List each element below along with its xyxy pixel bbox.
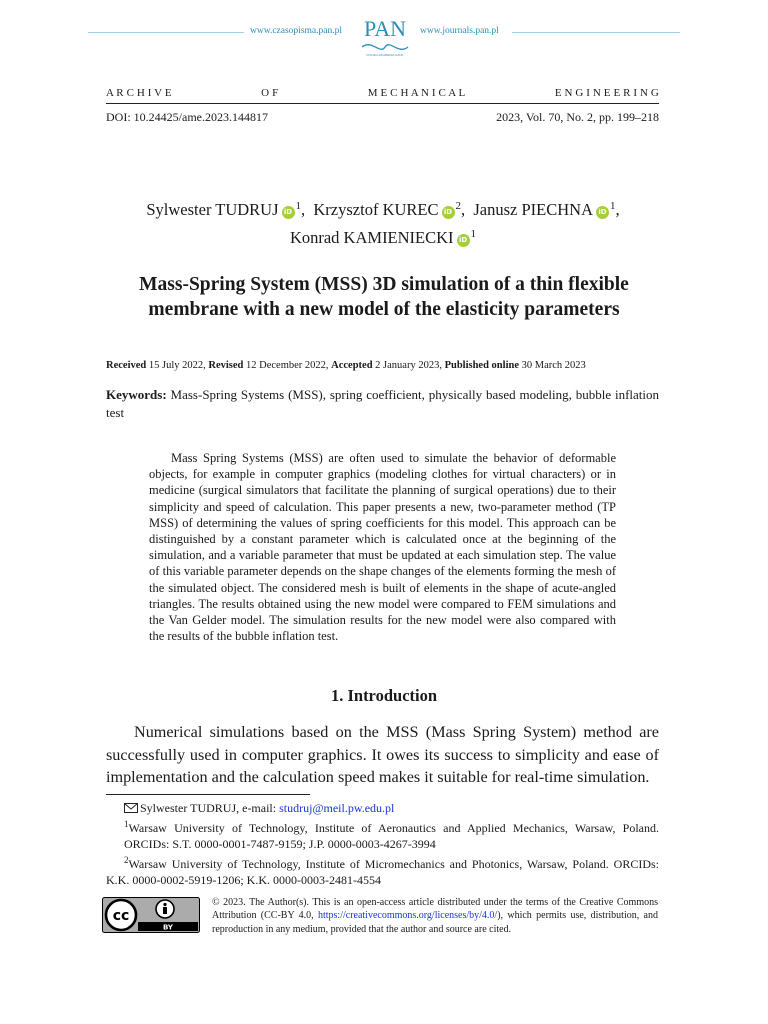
journal-word: M E C H A N I C A L	[367, 87, 466, 99]
section-paragraph: Numerical simulations based on the MSS (Mass Spring System) method are successfully used in computer graphics. It owes its success to simplicity and ease of implementation and the calculation speed makes it suitable for real-time simulation.	[106, 723, 659, 786]
pan-logo-subtext: POLSKA AKADEMIA NAUK	[366, 53, 404, 57]
by-badge-text: BY	[162, 923, 174, 932]
orcid-icon[interactable]: iD	[596, 206, 609, 219]
issue-info: 2023, Vol. 70, No. 2, pp. 199–218	[496, 110, 659, 124]
author: Sylwester TUDRUJ iD $^1$,	[146, 200, 306, 219]
affiliation-mark: 1	[610, 200, 616, 212]
journal-word: O F	[261, 87, 279, 99]
affiliation-2: $^2$Warsaw University of Technology, Institute of Micromechanics and Photonics, Warsaw, Poland. ORCIDs: K.K. 0000-0002-5919-1206; K.K. 0000-0003-2481-4554	[106, 855, 659, 887]
cc-by-license-icon[interactable]	[102, 897, 200, 933]
orcid-icon[interactable]: iD	[442, 206, 455, 219]
pan-logo-text: PAN	[364, 16, 406, 41]
journals-link[interactable]: www.journals.pan.pl	[420, 26, 499, 36]
doi[interactable]: DOI: 10.24425/ame.2023.144817	[106, 110, 268, 124]
footnotes	[106, 800, 659, 888]
orcid-icon[interactable]: iD	[457, 234, 470, 247]
envelope-icon	[124, 803, 138, 813]
article-dates: Received 15 July 2022, Revised 12 December 2022, Accepted 2 January 2023, Published online 30 March 2023	[106, 360, 586, 371]
author: Janusz PIECHNA iD $^1$,	[473, 200, 620, 219]
author-list	[100, 194, 666, 250]
paper-title: Mass-Spring System (MSS) 3D simulation of a thin flexible membrane with a new model of the elasticity parameters	[139, 274, 629, 320]
cc-badge-text: cc	[112, 908, 130, 924]
section-heading: 1. Introduction	[330, 686, 438, 705]
czasopisma-link[interactable]: www.czasopisma.pan.pl	[250, 26, 342, 36]
corresponding-author: Sylwester TUDRUJ, e-mail: studruj@meil.pw.edu.pl	[106, 800, 659, 816]
journal-name	[106, 87, 659, 99]
journal-word: E N G I N E E R I N G	[554, 87, 659, 99]
affiliation-mark: 1	[470, 228, 477, 240]
doi-row	[106, 110, 659, 125]
affiliation-1: $^1$Warsaw University of Technology, Institute of Aeronautics and Applied Mechanics, Warsaw, Poland. ORCIDs: S.T. 0000-0001-7487-9159; J.P. 0000-0003-4267-3994	[124, 819, 659, 851]
affiliation-mark: 1	[295, 200, 302, 212]
abstract: Mass Spring Systems (MSS) are often used to simulate the behavior of deformable objects, for example in computer graphics (modeling clothes for virtual characters) or in medicine (surgical simulators that facilitate the planning of surgical operations) due to their simplicity and speed of calculation. This paper presents a new, two-parameter method (TP MSS) of determining the values of spring coefficients for this model. This approach can be distinguished by a constant parameter which is calculated once at the beginning of the simulation, and a variable parameter that must be updated at each simulation step. The value of this variable parameter depends on the shape changes of the elements forming the mesh of the simulated object. The considered mesh is built of elements in the shape of acute-angled triangles. The results obtained using the new model were compared to FEM simulations and the Van Gelder model. The simulation results for the new model were also compared with the results of the bubble inflation test.	[149, 451, 616, 644]
author: Krzysztof KUREC iD $^2$,	[313, 200, 466, 219]
header-rule	[106, 103, 659, 104]
banner-divider-left	[88, 32, 244, 33]
publisher-banner	[0, 14, 768, 58]
keywords-text: Mass-Spring Systems (MSS), spring coefficient, physically based modeling, bubble inflation test	[106, 387, 660, 420]
banner-divider-right	[512, 32, 680, 33]
pan-logo	[354, 14, 416, 58]
email-link[interactable]: studruj@meil.pw.edu.pl	[279, 801, 395, 815]
affiliation-mark: 2	[455, 200, 461, 212]
author: Konrad KAMIENIECKI iD $^1$	[289, 228, 477, 247]
journal-word: A R C H I V E	[106, 87, 172, 99]
keywords	[106, 386, 659, 422]
footnote-rule	[106, 794, 310, 795]
license-text: © 2023. The Author(s). This is an open-access article distributed under the terms of the Creative Commons Attribution (CC-BY 4.0, https://creativecommons.org/licenses/by/4.0/), which permits use, distribution, and reproduction in any medium, provided that the author and source are cited.	[212, 897, 658, 935]
keywords-label: Keywords:	[106, 387, 167, 402]
license-link[interactable]: https://creativecommons.org/licenses/by/4.0/	[317, 910, 498, 922]
orcid-icon[interactable]: iD	[282, 206, 295, 219]
